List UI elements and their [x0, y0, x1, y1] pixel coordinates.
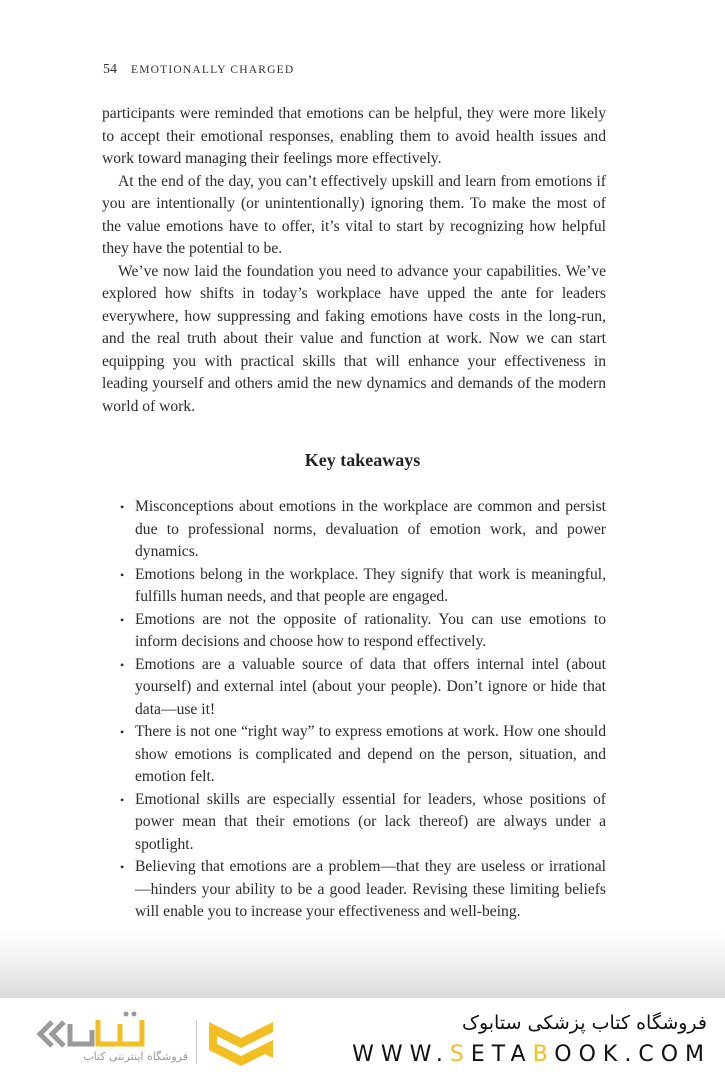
- section-heading: Key takeaways: [304, 450, 421, 470]
- paragraph: participants were reminded that emotions can be helpful, they were more likely to accept their emotional responses, enabling them to avoid health issues and work toward managing their feelings more effectively.: [102, 105, 606, 167]
- running-head: [103, 62, 294, 80]
- shop-name: فروشگاه کتاب پزشکی ستابوک: [461, 1012, 707, 1034]
- shop-url[interactable]: WWW.SETABOOK.COM: [352, 1042, 711, 1067]
- takeaways-list: [102, 496, 606, 924]
- setabook-chevron-logo: [205, 1018, 277, 1070]
- bullet-icon: •: [120, 567, 125, 582]
- page-number: 54: [103, 62, 117, 77]
- bullet-icon: •: [120, 612, 125, 627]
- bullet-icon: •: [120, 792, 125, 807]
- bullet-icon: •: [120, 725, 125, 739]
- paragraph: At the end of the day, you can’t effectively upskill and learn from emotions if you are intentionally (or unintentionally) ignoring them. To make the most of the value emotions have to offer, it’s vital to start by recognizing how helpful they have the potential to be.: [102, 172, 606, 257]
- list-item: • Emotions are not the opposite of rationality. You can use emotions to inform decisions and choose how to respond effectively.: [120, 610, 606, 650]
- list-item: • Emotions are a valuable source of data that offers internal intel (about yourself) and external intel (about your people). Don’t ignore or hide that data—use it!: [120, 655, 606, 718]
- list-item: • Misconceptions about emotions in the workplace are common and persist due to professional norms, devaluation of emotion work, and power dynamics.: [120, 498, 606, 560]
- list-item: • There is not one “right way” to express emotions at work. How one should show emotions is complicated and depend on the person, situation, and emotion felt.: [120, 723, 606, 785]
- bullet-icon: •: [120, 500, 125, 514]
- setabook-wordmark-logo: [30, 1010, 190, 1070]
- chevron-logo-icon: [205, 1018, 277, 1070]
- logo-divider: [196, 1020, 197, 1064]
- bullet-icon: •: [120, 657, 125, 672]
- book-title: EMOTIONALLY CHARGED: [131, 64, 295, 76]
- logo-tagline: فروشگاه اینترنتی کتاب: [83, 1050, 188, 1063]
- list-item: • Believing that emotions are a problem—that they are useless or irrational—hinders your ability to be a good leader. Revising these limiting beliefs will enable you to increase your effectiveness and well-being.: [120, 858, 606, 920]
- watermark-footer: [0, 998, 725, 1079]
- paragraph: We’ve now laid the foundation you need to advance your capabilities. We’ve explored how shifts in today’s workplace have upped the ante for leaders everywhere, how suppressing and faking emotions have costs in the long-run, and the real truth about their value and function at work. Now we can start equipping you with practical skills that will enhance your effectiveness in leading yourself and others amid the new dynamics and demands of the modern world of work.: [102, 262, 606, 415]
- bullet-icon: •: [120, 860, 125, 874]
- list-item: • Emotions belong in the workplace. They signify that work is meaningful, fulfills human needs, and that people are engaged.: [120, 565, 606, 605]
- list-item: • Emotional skills are especially essential for leaders, whose positions of power mean that their emotions (or lack thereof) are always under a spotlight.: [120, 790, 606, 853]
- body-text: [102, 103, 606, 418]
